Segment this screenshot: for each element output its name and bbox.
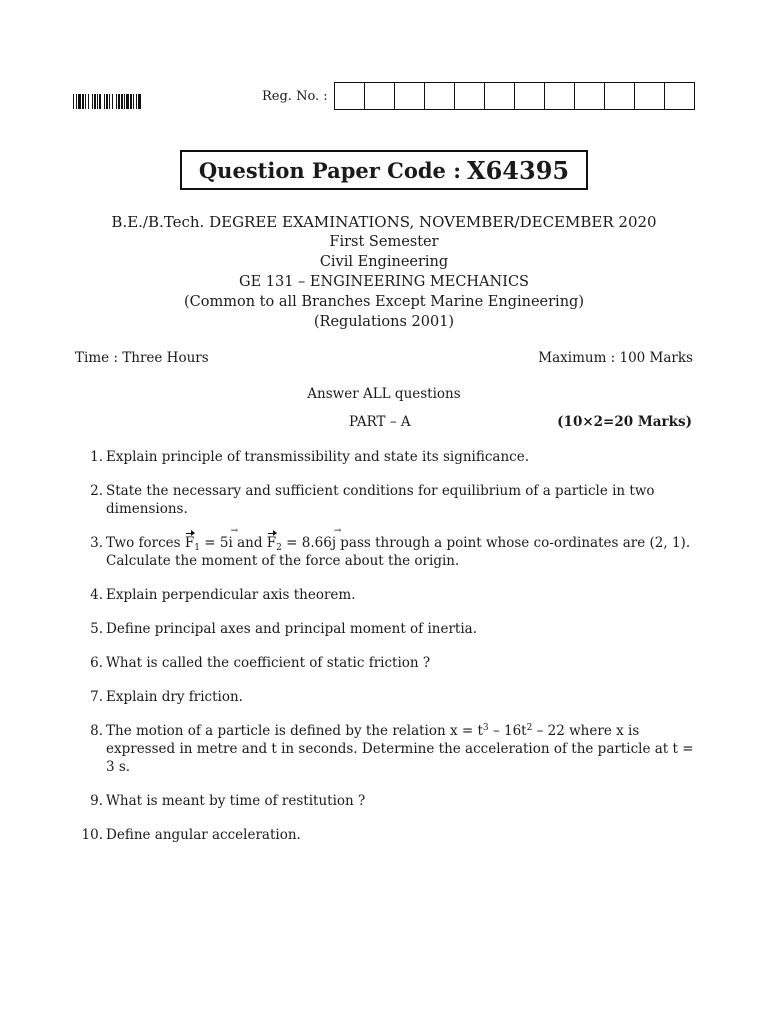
question-number: 10.	[81, 827, 103, 843]
question-number: 3.	[90, 535, 103, 551]
exam-common: (Common to all Branches Except Marine Engineering)	[184, 294, 584, 310]
question-text: The motion of a particle is defined by the relation $x = t^3 - 16t^2 - 22$ where x is expressed in metre and t in seconds. Determine the acceleration of the particle at t = 3 s.	[106, 723, 694, 775]
qpc-code: X64395	[466, 155, 570, 185]
question-list	[70, 448, 694, 844]
question-number: 9.	[90, 793, 103, 809]
reg-no-field	[262, 82, 695, 110]
question-number: 5.	[90, 621, 103, 637]
question-number: 6.	[90, 655, 103, 671]
barcode-bar	[141, 94, 142, 109]
question-number: 7.	[90, 689, 103, 705]
reg-no-box[interactable]	[575, 83, 605, 109]
reg-no-boxes[interactable]	[334, 82, 695, 110]
part-marks: (10×2=20 Marks)	[557, 414, 692, 430]
question-text: Explain perpendicular axis theorem.	[106, 587, 356, 603]
question-8	[70, 722, 694, 776]
answer-all-instruction: Answer ALL questions	[307, 386, 461, 402]
exam-regulations: (Regulations 2001)	[313, 314, 455, 330]
exam-title: B.E./B.Tech. DEGREE EXAMINATIONS, NOVEMBER/DECEMBER 2020	[111, 213, 657, 231]
force-vector-f2: F	[266, 535, 277, 551]
force-vector-f1: F	[184, 535, 195, 551]
question-2	[70, 482, 694, 518]
question-number: 8.	[90, 723, 103, 739]
qpc-label: Question Paper Code :	[198, 157, 461, 183]
question-text: What is called the coefficient of static friction ?	[106, 655, 431, 671]
question-text: Define principal axes and principal moment of inertia.	[106, 621, 477, 637]
reg-no-box[interactable]	[605, 83, 635, 109]
reg-no-box[interactable]	[365, 83, 395, 109]
question-text: Explain principle of transmissibility and state its significance.	[106, 449, 529, 465]
question-6	[70, 654, 694, 672]
reg-no-box[interactable]	[455, 83, 485, 109]
question-number: 4.	[90, 587, 103, 603]
question-5	[70, 620, 694, 638]
max-marks-label: Maximum : 100 Marks	[538, 350, 693, 366]
question-10	[70, 826, 694, 844]
time-label: Time : Three Hours	[75, 350, 209, 366]
exam-header	[0, 212, 768, 332]
time-marks-row	[75, 350, 693, 366]
exam-semester: First Semester	[329, 234, 439, 250]
reg-no-box[interactable]	[665, 83, 694, 109]
barcode	[73, 94, 188, 109]
exam-subject: GE 131 – ENGINEERING MECHANICS	[239, 274, 529, 290]
reg-no-box[interactable]	[335, 83, 365, 109]
reg-no-box[interactable]	[635, 83, 665, 109]
reg-no-box[interactable]	[425, 83, 455, 109]
question-4	[70, 586, 694, 604]
question-text: What is meant by time of restitution ?	[106, 793, 366, 809]
question-text: Explain dry friction.	[106, 689, 243, 705]
question-9	[70, 792, 694, 810]
unit-vector-i: i →	[228, 534, 232, 552]
reg-no-box[interactable]	[485, 83, 515, 109]
question-number: 1.	[90, 449, 103, 465]
reg-no-label: Reg. No. :	[262, 88, 328, 104]
reg-no-box[interactable]	[395, 83, 425, 109]
question-1	[70, 448, 694, 466]
question-7	[70, 688, 694, 706]
question-number: 2.	[90, 483, 103, 499]
exam-branch: Civil Engineering	[319, 254, 449, 270]
question-paper-code-box	[180, 150, 588, 190]
question-text: State the necessary and sufficient conditions for equilibrium of a particle in two dimensions.	[106, 483, 655, 517]
reg-no-box[interactable]	[545, 83, 575, 109]
part-heading: PART – A	[349, 414, 411, 430]
question-text: Two forces $F_1 = 5i$ → and $F_2 = 8.66j$ → pass through a point whose co-ordinates are (2, 1). Calculate the moment of the force about the origin.	[106, 534, 694, 570]
question-text: Define angular acceleration.	[106, 827, 301, 843]
question-3	[70, 534, 694, 570]
unit-vector-j: j →	[332, 534, 336, 552]
reg-no-box[interactable]	[515, 83, 545, 109]
